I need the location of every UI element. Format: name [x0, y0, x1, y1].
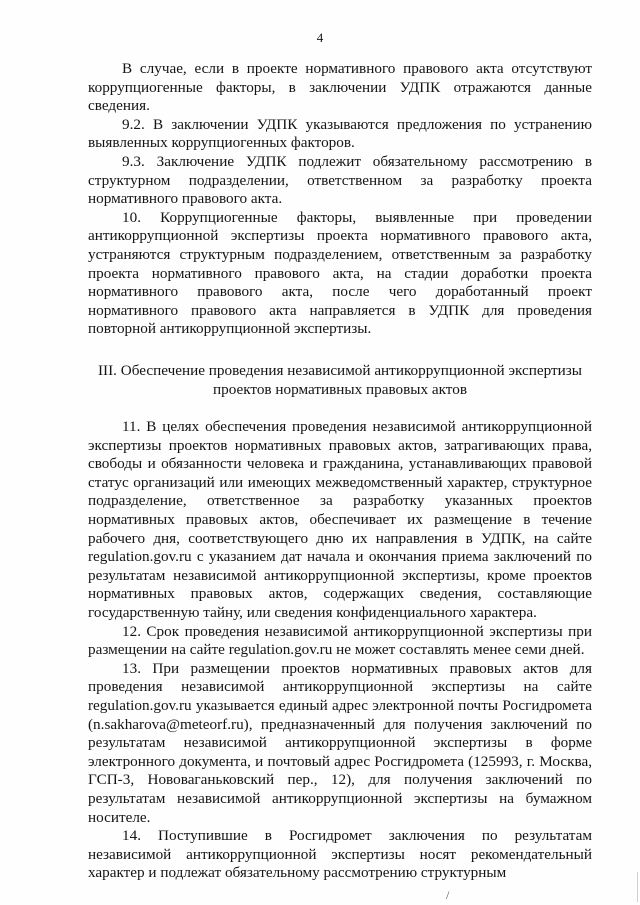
paragraph-9-2: 9.2. В заключении УДПК указываются предложения по устранению выявленных коррупциогенных факторов.: [88, 115, 592, 152]
paragraph-11: 11. В целях обеспечения проведения независимой антикоррупционной экспертизы проектов нормативных правовых актов, затрагивающих права, свободы и обязанности человека и гражданина, устанавливающих правовой статус организаций или имеющих межведомственный характер, структурное подразделение, ответственное за разработку указанных проектов нормативных правовых актов, обеспечивает их размещение в течение рабочего дня, соответствующего дню их направления в УДПК, на сайте regulation.gov.ru с указанием дат начала и окончания приема заключений по результатам независимой антикоррупционной экспертизы, кроме проектов нормативных правовых актов, содержащих сведения, составляющие государственную тайну, или сведения конфиденциального характера.: [88, 418, 592, 622]
page-number: 4: [316, 30, 324, 45]
paragraph-9-3: 9.3. Заключение УДПК подлежит обязательному рассмотрению в структурном подразделении, ответственном за разработку проекта нормативного правового акта.: [88, 152, 592, 208]
section-heading-line-2: проектов нормативных правовых актов: [212, 380, 468, 398]
page-content: [88, 60, 592, 883]
paragraph-14: 14. Поступившие в Росгидромет заключения по результатам независимой антикоррупционной экспертизы носят рекомендательный характер и подлежат обязательному рассмотрению структурным: [88, 827, 592, 882]
scan-stray-mark: /: [446, 888, 450, 902]
scan-edge-mark: [637, 872, 638, 902]
section-heading-line-1: III. Обеспечение проведения независимой антикоррупционной экспертизы: [98, 361, 582, 379]
paragraph-12: 12. Срок проведения независимой антикоррупционной экспертизы при размещении на сайте regulation.gov.ru не может составлять менее семи дней.: [88, 622, 592, 659]
paragraph-10: 10. Коррупциогенные факторы, выявленные при проведении антикоррупционной экспертизы проекта нормативного правового акта, устраняются структурным подразделением, ответственным за разработку проекта нормативного правового акта, на стадии доработки проекта нормативного правового акта, после чего доработанный проект нормативного правового акта направляется в УДПК для проведения повторной антикоррупционной экспертизы.: [88, 208, 592, 338]
paragraph-13: 13. При размещении проектов нормативных правовых актов для проведения независимой антикоррупционной экспертизы на сайте regulation.gov.ru указывается единый адрес электронной почты Росгидромета (n.sakharova@meteorf.ru), предназначенный для получения заключений по результатам независимой антикоррупционной экспертизы в форме электронного документа, и почтовый адрес Росгидромета (125993, г. Москва, ГСП-3, Нововаганьковский пер., 12), для получения заключений по результатам независимой антикоррупционной экспертизы на бумажном носителе.: [88, 659, 592, 826]
paragraph-9-1-continuation: В случае, если в проекте нормативного правового акта отсутствуют коррупциогенные факторы, в заключении УДПК отражаются данные сведения.: [88, 60, 592, 115]
section-heading: [88, 362, 592, 399]
